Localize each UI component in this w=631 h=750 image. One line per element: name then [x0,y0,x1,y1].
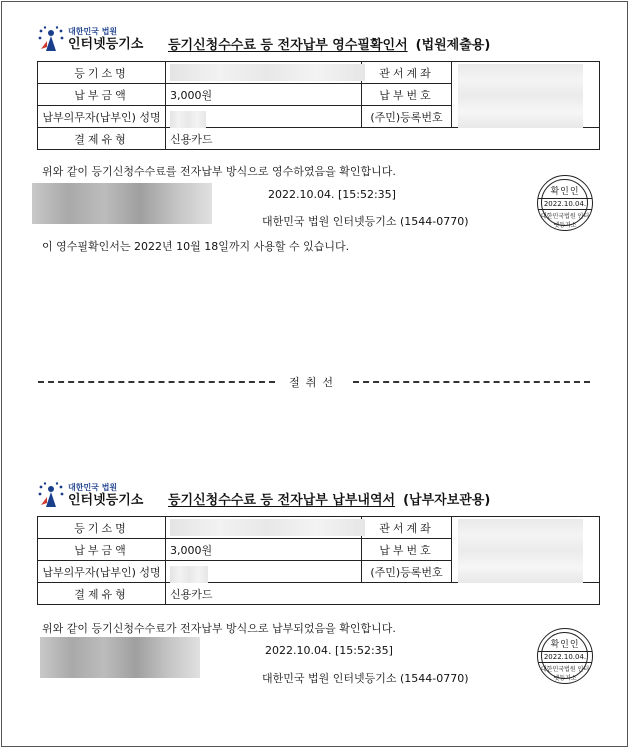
receipt-title-sub: (법원제출용) [415,38,491,53]
statement-title-sub: (납부자보관용) [403,493,491,508]
statement-title-main: 등기신청수수료 등 전자납부 납부내역서 [168,493,396,508]
redacted-office-name [170,64,365,81]
logo-big-text: 인터넷등기소 [68,492,144,508]
cell-label: 납부금액 [38,539,166,561]
stamp-org: 대한민국법원 인터넷등기소 [540,213,590,229]
cell-label: 등기소명 [38,62,166,84]
issuer-text: 대한민국 법원 인터넷등기소 (1544-0770) [262,215,469,228]
issue-datetime: 2022.10.04. [15:52:35] [268,188,396,201]
stamp-date: 2022.10.04. [538,198,592,210]
cell-label: 결제유형 [38,583,166,605]
cell-value: 신용카드 [166,583,600,605]
receipt-title-main: 등기신청수수료 등 전자납부 영수필확인서 [168,38,408,53]
redacted-receipt-code [40,637,200,678]
cell-label: 납부금액 [38,84,166,106]
confirmation-stamp [537,628,593,684]
cell-label: 납부번호 [362,539,452,561]
stamp-date: 2022.10.04. [538,651,592,663]
cell-label: (주민)등록번호 [362,106,452,128]
cut-line [38,374,590,390]
cell-value: 3,000원 [166,539,362,561]
validity-text: 이 영수필확인서는 2022년 10월 18일까지 사용할 수 있습니다. [42,240,350,253]
redacted-payer-name [170,566,208,583]
cut-line-dash-right [353,381,590,383]
cut-line-label: 절취선 [289,376,339,389]
table-row [38,128,600,150]
court-emblem-icon [37,481,65,509]
logo-big-text: 인터넷등기소 [68,36,144,52]
cell-value: 3,000원 [166,84,362,106]
table-row [38,583,600,605]
confirm-text: 위와 같이 등기신청수수료를 전자납부 방식으로 영수하였음을 확인합니다. [42,165,396,178]
statement-title [168,489,490,508]
logo-small-text: 대한민국 법원 [68,482,118,492]
redacted-payer-name [170,111,206,128]
cell-label: 납부번호 [362,84,452,106]
cell-label: 납부의무자(납부인) 성명 [38,106,166,128]
cell-label: 관서계좌 [362,517,452,539]
issuer-text: 대한민국 법원 인터넷등기소 (1544-0770) [262,672,469,685]
issue-datetime: 2022.10.04. [15:52:35] [265,644,393,657]
redacted-receipt-code [32,183,212,224]
court-emblem-icon [37,25,65,53]
logo-small-text: 대한민국 법원 [68,26,118,36]
cell-label: 납부의무자(납부인) 성명 [38,561,166,583]
stamp-title: 확인인 [550,640,580,650]
confirmation-stamp [537,175,593,231]
redacted-office-name [170,519,365,536]
stamp-title: 확인인 [550,187,580,197]
confirm-text: 위와 같이 등기신청수수료가 전자납부 방식으로 납부되었음을 확인합니다. [42,622,396,635]
cell-label: 결제유형 [38,128,166,150]
cut-line-dash-left [38,381,275,383]
cell-label: 관서계좌 [362,62,452,84]
cell-label: (주민)등록번호 [362,561,452,583]
receipt-title [168,34,490,53]
stamp-org: 대한민국법원 인터넷등기소 [540,666,590,682]
court-logo [37,25,143,53]
court-logo [37,481,143,509]
cell-label: 등기소명 [38,517,166,539]
cell-value: 신용카드 [166,128,600,150]
redacted-account-info [458,64,583,128]
redacted-account-info [458,519,583,583]
